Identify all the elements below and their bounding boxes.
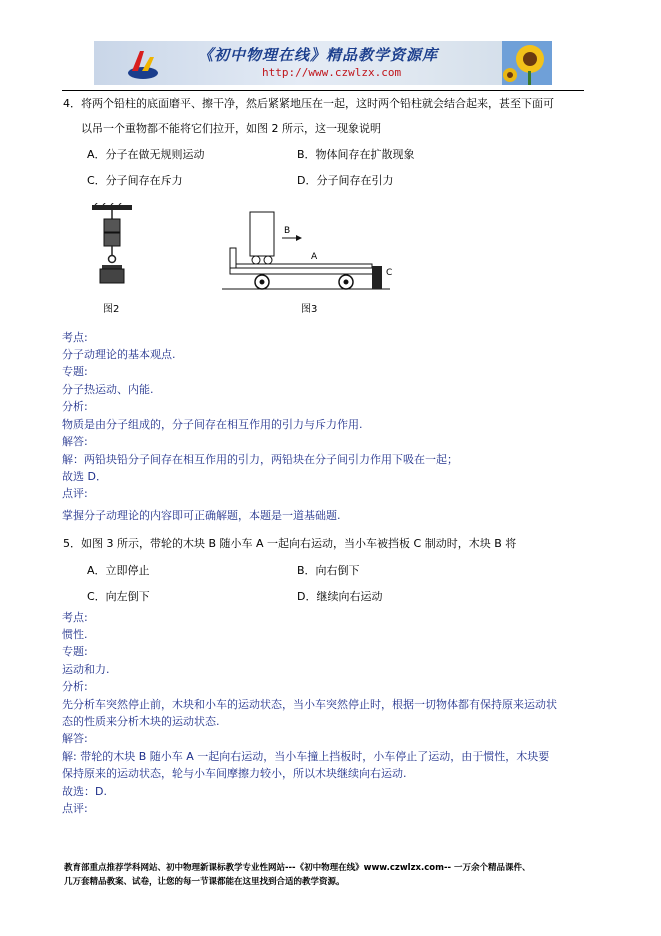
q5-dianping-label: 点评: (62, 802, 88, 815)
q4-kaodian: 分子动理论的基本观点. (62, 348, 176, 361)
q5-zhuanti-label: 专题: (62, 645, 88, 658)
q5-stem: 5．如图 3 所示，带轮的木块 B 随小车 A 一起向右运动，当小车被挡板 C 制动时，木块 B 将 (63, 537, 517, 550)
q4-option-d: D．分子间存在引力 (297, 174, 394, 187)
header-rule (62, 90, 584, 91)
q4-fenxi: 物质是由分子组成的，分子间存在相互作用的引力与斥力作用. (62, 418, 363, 431)
q4-stem-line2: 以吊一个重物都不能将它们拉开，如图 2 所示，这一现象说明 (81, 122, 381, 135)
q4-fenxi-label: 分析: (62, 400, 88, 413)
q5-option-c: C．向左倒下 (87, 590, 150, 603)
q4-dianping-label: 点评: (62, 487, 88, 500)
header-url[interactable]: http://www.czwlzx.com (262, 66, 402, 79)
q5-kaodian-label: 考点: (62, 611, 88, 624)
sunflower-icon (502, 41, 552, 85)
q5-zhuanti: 运动和力. (62, 663, 110, 676)
figure-3-label-c: C (386, 268, 393, 278)
q5-guxuan: 故选：D. (62, 785, 107, 798)
q5-jieda-label: 解答: (62, 732, 88, 745)
footer-line1: 教育部重点推荐学科网站、初中物理新课标教学专业性网站---《初中物理在线》www.czwlzx.com-- 一万余个精品课件、 (64, 863, 531, 873)
q5-option-d: D．继续向右运动 (297, 590, 383, 603)
q5-option-a: A．立即停止 (87, 564, 150, 577)
q5-fenxi-label: 分析: (62, 680, 88, 693)
figure-3-label-b: B (284, 226, 291, 236)
q4-dianping: 掌握分子动理论的内容即可正确解题，本题是一道基础题. (62, 509, 341, 522)
q4-option-c: C．分子间存在斥力 (87, 174, 183, 187)
footer-line2: 几万套精品教案、试卷，让您的每一节课都能在这里找到合适的教学资源。 (64, 877, 345, 887)
figure-3-label-a: A (311, 252, 318, 262)
q5-fenxi-line2: 态的性质来分析木块的运动状态. (62, 715, 220, 728)
q5-option-b: B．向右倒下 (297, 564, 360, 577)
q4-option-b: B．物体间存在扩散现象 (297, 148, 415, 161)
header-title: 《初中物理在线》精品教学资源库 (198, 46, 439, 64)
figure-2-lead-cylinders (90, 203, 136, 303)
header-banner (94, 41, 552, 85)
site-logo-icon (126, 47, 160, 81)
q5-kaodian: 惯性. (62, 628, 88, 641)
q5-fenxi-line1: 先分析车突然停止前，木块和小车的运动状态，当小车突然停止时，根据一切物体都有保持原来运动状 (62, 698, 557, 711)
q5-jieda-line2: 保持原来的运动状态，轮与小车间摩擦力较小，所以木块继续向右运动. (62, 767, 407, 780)
q5-jieda-line1: 解: 带轮的木块 B 随小车 A 一起向右运动，当小车撞上挡板时，小车停止了运动，由于惯性，木块要 (62, 750, 550, 763)
q4-zhuanti: 分子热运动、内能. (62, 383, 154, 396)
q4-stem-line1: 4．将两个铅柱的底面磨平、擦干净，然后紧紧地压在一起，这时两个铅柱就会结合起来，甚至下面可 (63, 97, 554, 110)
q4-guxuan: 故选 D． (62, 470, 107, 483)
q4-jieda: 解：两铅块铅分子间存在相互作用的引力，两铅块在分子间引力作用下吸在一起； (62, 453, 458, 466)
q4-jieda-label: 解答: (62, 435, 88, 448)
figure-2-caption: 图2 (103, 304, 120, 315)
figure-3-caption: 图3 (301, 304, 318, 315)
q4-kaodian-label: 考点: (62, 331, 88, 344)
q4-zhuanti-label: 专题: (62, 365, 88, 378)
q4-option-a: A．分子在做无规则运动 (87, 148, 205, 161)
